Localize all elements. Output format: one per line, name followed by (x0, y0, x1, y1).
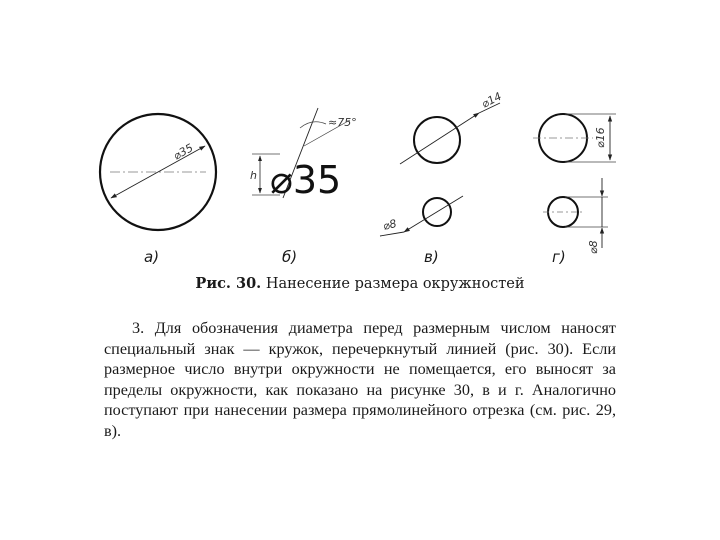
drawing-a (100, 114, 216, 266)
caption-number: Рис. 30. (195, 275, 262, 292)
dim-g-small-text: ⌀8 (587, 240, 600, 254)
body-paragraph: 3. Для обозначения диаметра перед размерным числом наносят специальный знак — кружок, перечеркнутый линией (рис. 30). Если размерное число внутри окружности не помещается, его выносят за пределы окружности, как показано на рисунке 30, в и г. Аналогично поступают при нанесении размера прямолинейного отрезка (см. рис. 29, в). (104, 319, 616, 440)
label-v: в) (424, 248, 439, 266)
big-dimension-b: ⌀35 (270, 158, 342, 202)
angle-arc-b (300, 122, 326, 128)
leader-v-small (404, 196, 463, 232)
drawing-g (533, 114, 616, 266)
dim-v-large-text: ⌀14 (479, 89, 504, 111)
drawing-v (380, 90, 504, 266)
shelf-v-small (380, 232, 404, 236)
circle-g-large (539, 114, 587, 162)
label-a: а) (144, 248, 160, 266)
figure-caption (0, 275, 720, 292)
caption-title: Нанесение размера окружностей (265, 276, 525, 292)
angle-text-b: ≈75° (328, 116, 357, 129)
height-label-b: h (250, 169, 257, 182)
dim-v-small-text: ⌀8 (381, 217, 398, 233)
label-g: г) (552, 248, 566, 266)
dim-g-large-text: ⌀16 (594, 127, 607, 148)
leader-v-large (400, 113, 479, 164)
dim-a-text: ⌀35 (171, 141, 196, 163)
label-b: б) (282, 248, 298, 266)
drawing-b (250, 108, 357, 266)
